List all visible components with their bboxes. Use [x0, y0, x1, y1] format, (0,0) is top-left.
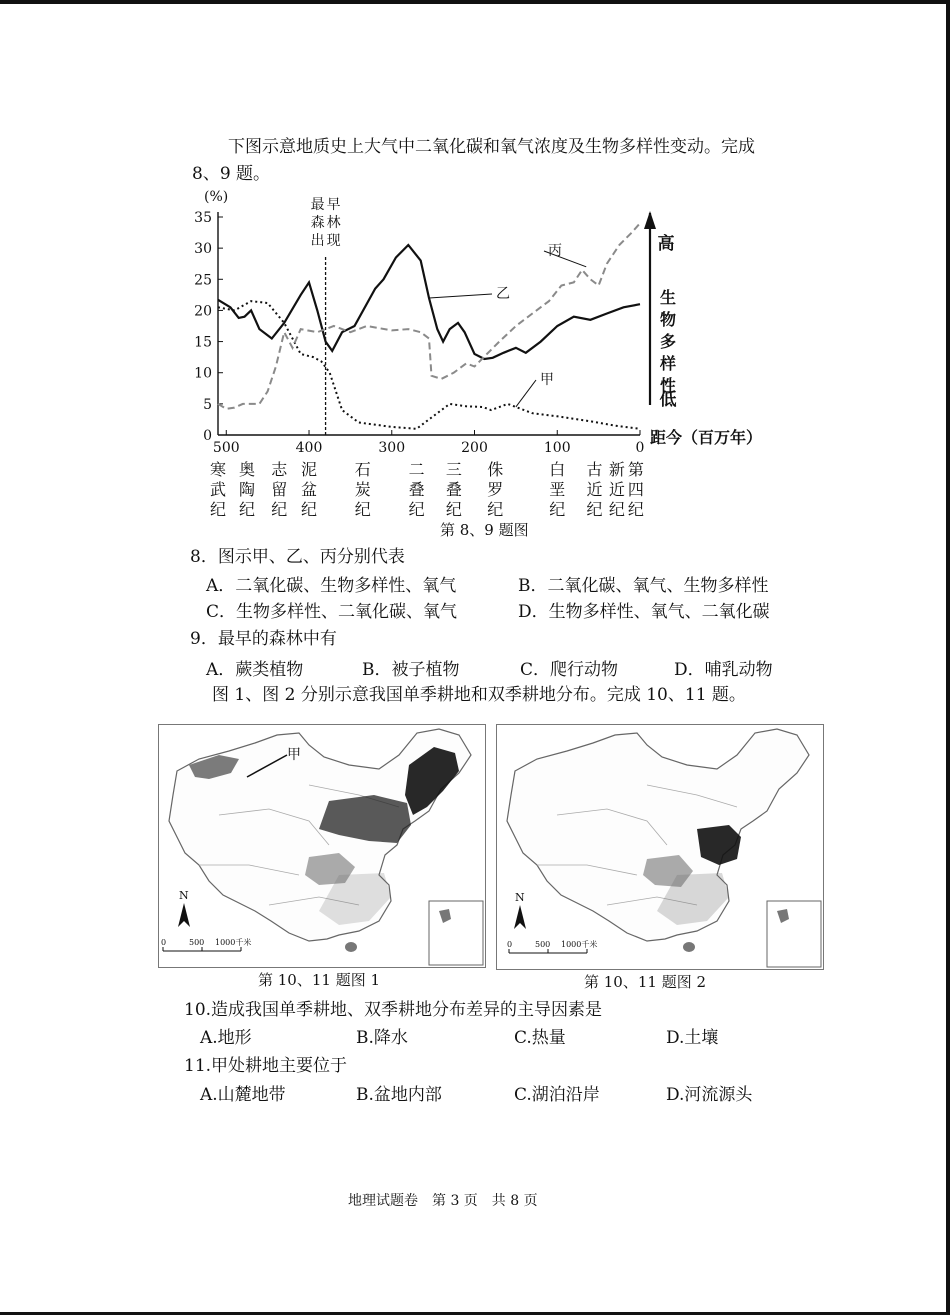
q11-option-c[interactable]: C.湖泊沿岸: [514, 1085, 600, 1105]
x-tick-label: 300: [378, 440, 406, 456]
q8-option-c[interactable]: C．生物多样性、二氧化碳、氧气: [206, 602, 458, 622]
map-2-caption: 第 10、11 题图 2: [584, 973, 707, 991]
q9-option-d[interactable]: D．哺乳动物: [674, 660, 773, 680]
period-label: 纪: [238, 500, 255, 519]
period-label: 叠: [445, 480, 462, 499]
north-arrow-1: [178, 889, 190, 927]
chart-series: [218, 223, 640, 435]
x-axis-label: 距今（百万年）: [650, 428, 763, 447]
period-label: 古: [586, 460, 603, 479]
period-label: 纪: [271, 500, 288, 519]
scale-tick-500: 500: [189, 938, 205, 947]
period-label: 陶: [238, 480, 255, 499]
y-tick-label: 15: [194, 334, 212, 351]
scale-tick-1000: 1000千米: [215, 938, 252, 947]
period-label: 纪: [301, 500, 318, 519]
period-label: 纪: [608, 500, 625, 519]
map-single-season-cropland: [158, 724, 486, 968]
geologic-history-chart: [180, 180, 800, 525]
period-label: 近: [586, 480, 603, 499]
biodiversity-label-char: 性: [659, 376, 677, 395]
x-tick-label: 200: [461, 440, 488, 456]
period-label: 泥: [301, 460, 318, 479]
q10-option-b[interactable]: B.降水: [356, 1028, 408, 1048]
q10-stem: 10.造成我国单季耕地、双季耕地分布差异的主导因素是: [184, 1000, 603, 1020]
scale-tick-1000: 1000千米: [561, 940, 598, 949]
page-border-right: [946, 0, 950, 1315]
page-footer: 地理试题卷 第 3 页 共 8 页: [348, 1193, 538, 1209]
period-label: 新: [608, 460, 625, 479]
period-label: 叠: [408, 480, 425, 499]
marker-jia: 甲: [287, 747, 301, 763]
y-tick-label: 0: [203, 428, 212, 444]
forest-label-char: 出: [310, 233, 325, 249]
period-label: 纪: [209, 500, 227, 519]
south-china-sea-inset: [767, 901, 821, 967]
q11-option-a[interactable]: A.山麓地带: [200, 1085, 286, 1105]
biodiversity-label-char: 多: [659, 332, 677, 351]
q11-stem: 11.甲处耕地主要位于: [184, 1056, 348, 1076]
forest-label-char: 林: [326, 215, 341, 231]
series-line-丙: [218, 223, 640, 409]
period-label: 侏: [487, 460, 504, 479]
period-label: 盆: [301, 480, 318, 499]
biodiversity-label-char: 物: [659, 310, 677, 329]
period-label: 四: [627, 480, 644, 499]
period-label: 纪: [627, 500, 644, 519]
series-label-乙: 乙: [496, 286, 510, 302]
period-label: 奥: [238, 460, 255, 479]
series-line-甲: [218, 301, 640, 429]
y-tick-label: 25: [194, 272, 212, 289]
q8-option-b[interactable]: B．二氧化碳、氧气、生物多样性: [518, 576, 769, 596]
intro-text-1: 下图示意地质史上大气中二氧化碳和氧气浓度及生物多样性变动。完成: [228, 137, 755, 157]
period-label: 三: [445, 460, 462, 479]
map-2-graphic: [497, 725, 823, 969]
arrow-up-icon: [644, 211, 656, 229]
scale-tick-0: 0: [507, 940, 513, 949]
period-label: 白: [549, 460, 566, 479]
x-tick-label: 400: [295, 440, 323, 456]
period-label: 志: [271, 460, 288, 479]
x-tick-label: 500: [212, 440, 240, 456]
x-tick-label: 100: [543, 440, 571, 456]
map-double-season-cropland: [496, 724, 824, 970]
period-label: 留: [271, 480, 288, 499]
map-1-graphic: [159, 725, 485, 967]
q9-option-c[interactable]: C．爬行动物: [520, 660, 619, 680]
q9-option-b[interactable]: B．被子植物: [362, 660, 460, 680]
biodiversity-label-char: 生: [659, 288, 677, 307]
biodiversity-low: 低: [659, 390, 677, 410]
intro-text-1-cont: 8、9 题。: [192, 164, 271, 184]
scale-bar-2: [507, 939, 597, 953]
intro-text-2: 图 1、图 2 分别示意我国单季耕地和双季耕地分布。完成 10、11 题。: [212, 685, 746, 705]
y-axis-label: (%): [204, 189, 229, 205]
chart-labels: [194, 189, 762, 519]
north-label: N: [179, 889, 189, 902]
q11-option-b[interactable]: B.盆地内部: [356, 1085, 442, 1105]
q10-option-d[interactable]: D.土壤: [666, 1028, 719, 1048]
y-tick-label: 35: [194, 210, 212, 226]
hainan-island: [345, 942, 357, 952]
page-border-top: [0, 0, 950, 4]
forest-label-char: 早: [326, 197, 341, 213]
period-label: 垩: [549, 480, 566, 499]
x-tick-label: 0: [635, 440, 645, 456]
q11-option-d[interactable]: D.河流源头: [666, 1085, 753, 1105]
period-label: 纪: [354, 500, 371, 519]
south-china-sea-inset: [429, 901, 483, 965]
map-1-caption: 第 10、11 题图 1: [258, 971, 381, 989]
y-tick-label: 5: [203, 396, 212, 413]
period-label: 二: [408, 460, 425, 479]
period-label: 石: [354, 460, 371, 479]
q8-option-d[interactable]: D．生物多样性、氧气、二氧化碳: [518, 602, 770, 622]
scale-tick-500: 500: [535, 940, 551, 949]
q9-stem: 9．最早的森林中有: [190, 629, 337, 649]
series-label-leader: [429, 294, 492, 298]
q10-option-c[interactable]: C.热量: [514, 1028, 566, 1048]
period-label: 武: [209, 480, 227, 499]
y-tick-label: 20: [194, 303, 212, 320]
series-label-丙: 丙: [548, 243, 562, 259]
scale-tick-0: 0: [161, 938, 167, 947]
forest-label-char: 森: [310, 215, 325, 231]
period-label: 第: [627, 460, 644, 479]
biodiversity-high: 高: [657, 234, 675, 254]
figure-caption-8-9: 第 8、9 题图: [440, 521, 529, 539]
period-label: 罗: [487, 480, 504, 499]
period-label: 纪: [445, 500, 462, 519]
forest-label-char: 现: [326, 233, 341, 249]
series-label-甲: 甲: [540, 372, 554, 388]
period-label: 近: [608, 480, 625, 499]
y-tick-label: 10: [194, 365, 212, 382]
north-arrow-icon: [514, 905, 526, 929]
scale-bar-1: [161, 937, 251, 951]
period-label: 炭: [354, 480, 371, 499]
forest-label-char: 最: [310, 197, 325, 213]
period-label: 寒: [209, 460, 227, 479]
hainan-island: [683, 942, 695, 952]
biodiversity-label-char: 样: [659, 354, 677, 373]
period-label: 纪: [408, 500, 425, 519]
q8-option-a[interactable]: A．二氧化碳、生物多样性、氧气: [206, 576, 457, 596]
y-tick-label: 30: [194, 241, 212, 258]
period-label: 纪: [487, 500, 504, 519]
north-arrow-icon: [178, 903, 190, 927]
q10-option-a[interactable]: A.地形: [200, 1028, 252, 1048]
north-arrow-2: [514, 891, 526, 929]
q9-option-a[interactable]: A．蕨类植物: [206, 660, 304, 680]
period-label: 纪: [549, 500, 566, 519]
north-label: N: [515, 891, 525, 904]
series-line-乙: [218, 245, 640, 359]
period-label: 纪: [586, 500, 603, 519]
series-label-leader: [516, 380, 536, 407]
q8-stem: 8．图示甲、乙、丙分别代表: [190, 547, 405, 567]
